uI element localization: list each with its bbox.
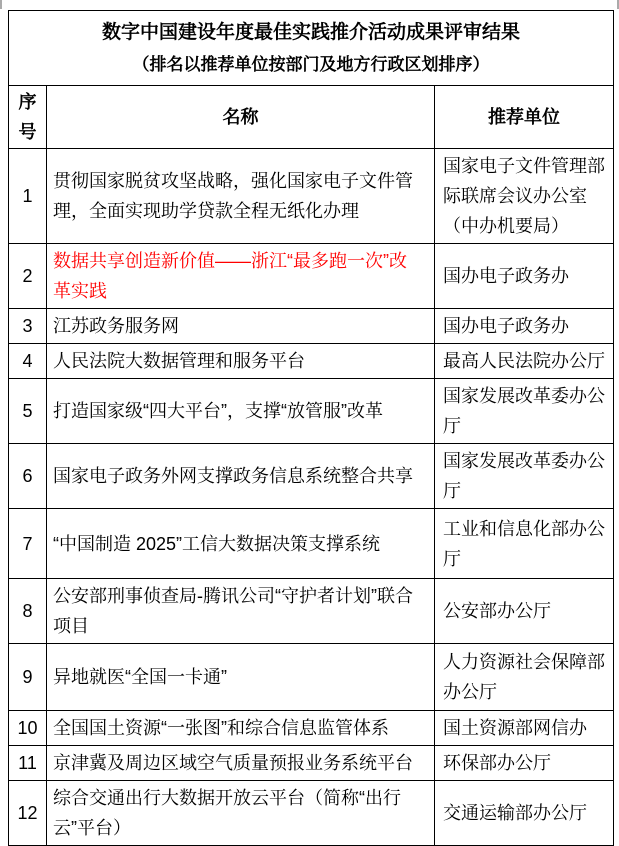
practice-name: 综合交通出行大数据开放云平台（简称“出行云”平台） [47, 781, 435, 846]
row-number: 8 [9, 579, 47, 644]
row-number: 1 [9, 149, 47, 244]
column-header-name: 名称 [47, 86, 435, 149]
row-number: 10 [9, 711, 47, 746]
practice-name: “中国制造 2025”工信大数据决策支撑系统 [47, 509, 435, 579]
recommending-unit: 环保部办公厅 [435, 746, 614, 781]
recommending-unit: 国家发展改革委办公厅 [435, 379, 614, 444]
row-number: 2 [9, 244, 47, 309]
page-title: 数字中国建设年度最佳实践推介活动成果评审结果 [101, 22, 520, 43]
table-row [9, 781, 614, 846]
practice-name: 人民法院大数据管理和服务平台 [47, 344, 435, 379]
column-header-unit: 推荐单位 [435, 86, 614, 149]
table-row [9, 344, 614, 379]
table-row [9, 444, 614, 509]
practice-name: 打造国家级“四大平台”，支撑“放管服”改革 [47, 379, 435, 444]
practice-name: 公安部刑事侦查局-腾讯公司“守护者计划”联合项目 [47, 579, 435, 644]
recommending-unit: 最高人民法院办公厅 [435, 344, 614, 379]
row-number: 5 [9, 379, 47, 444]
recommending-unit: 工业和信息化部办公厅 [435, 509, 614, 579]
table-row [9, 509, 614, 579]
table-row [9, 244, 614, 309]
page-edge-artifact-left [0, 0, 2, 9]
row-number: 6 [9, 444, 47, 509]
row-number: 12 [9, 781, 47, 846]
column-header-no: 序号 [9, 86, 47, 149]
practice-name: 全国国土资源“一张图”和综合信息监管体系 [47, 711, 435, 746]
recommending-unit: 国办电子政务办 [435, 244, 614, 309]
table-row [9, 309, 614, 344]
table-row [9, 746, 614, 781]
header-row [9, 86, 614, 149]
recommending-unit: 国土资源部网信办 [435, 711, 614, 746]
row-number: 3 [9, 309, 47, 344]
practice-name: 江苏政务服务网 [47, 309, 435, 344]
practice-name-highlighted: 数据共享创造新价值——浙江“最多跑一次”改革实践 [47, 244, 435, 309]
recommending-unit: 公安部办公厅 [435, 579, 614, 644]
table-row [9, 379, 614, 444]
practice-name: 国家电子政务外网支撑政务信息系统整合共享 [47, 444, 435, 509]
practice-name: 贯彻国家脱贫攻坚战略，强化国家电子文件管理，全面实现助学贷款全程无纸化办理 [47, 149, 435, 244]
recommending-unit: 交通运输部办公厅 [435, 781, 614, 846]
row-number: 4 [9, 344, 47, 379]
table-row [9, 711, 614, 746]
table-row [9, 644, 614, 711]
page-subtitle: （排名以推荐单位按部门及地方行政区划排序） [132, 55, 490, 74]
recommending-unit: 国家电子文件管理部际联席会议办公室（中办机要局） [435, 149, 614, 244]
title-row [9, 11, 614, 86]
row-number: 11 [9, 746, 47, 781]
practice-name: 异地就医“全国一卡通” [47, 644, 435, 711]
results-table [8, 10, 614, 846]
row-number: 7 [9, 509, 47, 579]
practice-name: 京津冀及周边区域空气质量预报业务系统平台 [47, 746, 435, 781]
recommending-unit: 国办电子政务办 [435, 309, 614, 344]
recommending-unit: 国家发展改革委办公厅 [435, 444, 614, 509]
table-row [9, 149, 614, 244]
table-row [9, 579, 614, 644]
recommending-unit: 人力资源社会保障部办公厅 [435, 644, 614, 711]
row-number: 9 [9, 644, 47, 711]
